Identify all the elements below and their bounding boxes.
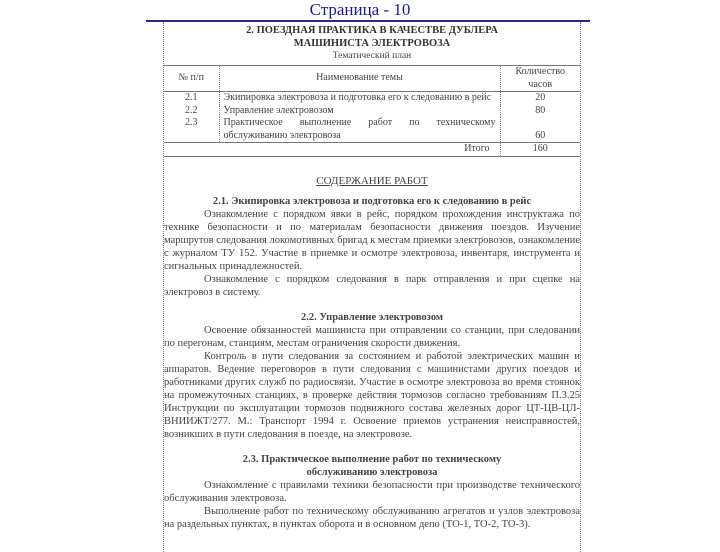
table-header — [164, 66, 580, 92]
row-topic: Практическое выполнение работ по техническому обслуживанию электровоза — [223, 117, 496, 141]
row-hours: 20 — [500, 92, 580, 105]
header-number: № п/п — [164, 66, 219, 92]
table-row — [164, 117, 580, 143]
header-hours: Количество часов — [500, 66, 580, 92]
contents-title: СОДЕРЖАНИЕ РАБОТ — [316, 174, 428, 187]
row-number: 2.1 — [164, 92, 219, 105]
paragraph: Выполнение работ по техническому обслуживанию агрегатов и узлов электровоза на раздельных пунктах, в пунктах оборота и в основном депо (ТО-1, ТО-2, ТО-3). — [164, 505, 580, 530]
paragraph: Освоение обязанностей машиниста при отправлении со станции, при следовании по перегонам, станциям, местам ограничения скорости движения. — [164, 324, 580, 349]
row-hours: 60 — [500, 117, 580, 143]
row-number: 2.3 — [164, 117, 219, 143]
subsection-title: 2.1. Экипировка электровоза и подготовка его к следованию в рейс — [212, 195, 532, 207]
row-topic: Экипировка электровоза и подготовка его к следованию в рейс — [223, 92, 492, 103]
row-topic: Управление электровозом — [223, 104, 334, 116]
subsection-title: 2.3. Практическое выполнение работ по техническому обслуживанию электровоза — [242, 453, 502, 478]
table-row — [164, 92, 580, 105]
total-hours: 160 — [500, 143, 580, 157]
page-title: Страница - 10 — [309, 0, 411, 19]
total-row — [164, 143, 580, 157]
subsection-title: 2.2. Управление электровозом — [300, 311, 444, 323]
paragraph: Ознакомление с порядком явки в рейс, порядком прохождения инструктажа по технике безопасности и по материалам безопасности движения поездов. Изучение маршрутов следования локомотивных бригад к местам приемки электровозов, ознакомление с журналом ТУ 152. Участие в приемке и осмотре электровоза, инвентаря, инструмента и сигнальных принадлежностей. — [164, 208, 580, 272]
total-label: Итого — [164, 143, 500, 157]
section-heading-line-1: 2. ПОЕЗДНАЯ ПРАКТИКА В КАЧЕСТВЕ ДУБЛЕРА — [246, 25, 498, 36]
plan-title: Тематический план — [332, 51, 412, 61]
header-topic: Наименование темы — [219, 66, 500, 92]
table-row — [164, 105, 580, 118]
paragraph: Ознакомление с правилами техники безопасности при производстве технического обслуживания электровоза. — [164, 479, 580, 504]
row-hours: 80 — [500, 105, 580, 118]
thematic-plan-table — [164, 65, 580, 157]
paragraph: Ознакомление с порядком следования в парк отправления и при сцепке на электровоз в систему. — [164, 273, 580, 298]
document-page — [163, 22, 581, 552]
paragraph: Контроль в пути следования за состоянием и работой электрических машин и аппаратов. Ведение переговоров в пути следования с машинистами других поездов и работниками других служб по радиосвязи. Участие в осмотре электровоза во время стоянок на промежуточных станциях, в проверке действия тормозов согласно требованиям П.3.25 Инструкции по эксплуатации тормозов подвижного состава железных дорог ЦТ-ЦВ-ЦЛ-ВНИИЖТ/277. М.: Транспорт 1994 г. Освоение приемов устранения неисправностей, возникших в пути следования в поезде, на электровозе. — [164, 350, 580, 440]
row-number: 2.2 — [164, 105, 219, 118]
section-heading-line-2: МАШИНИСТА ЭЛЕКТРОВОЗА — [293, 38, 451, 49]
